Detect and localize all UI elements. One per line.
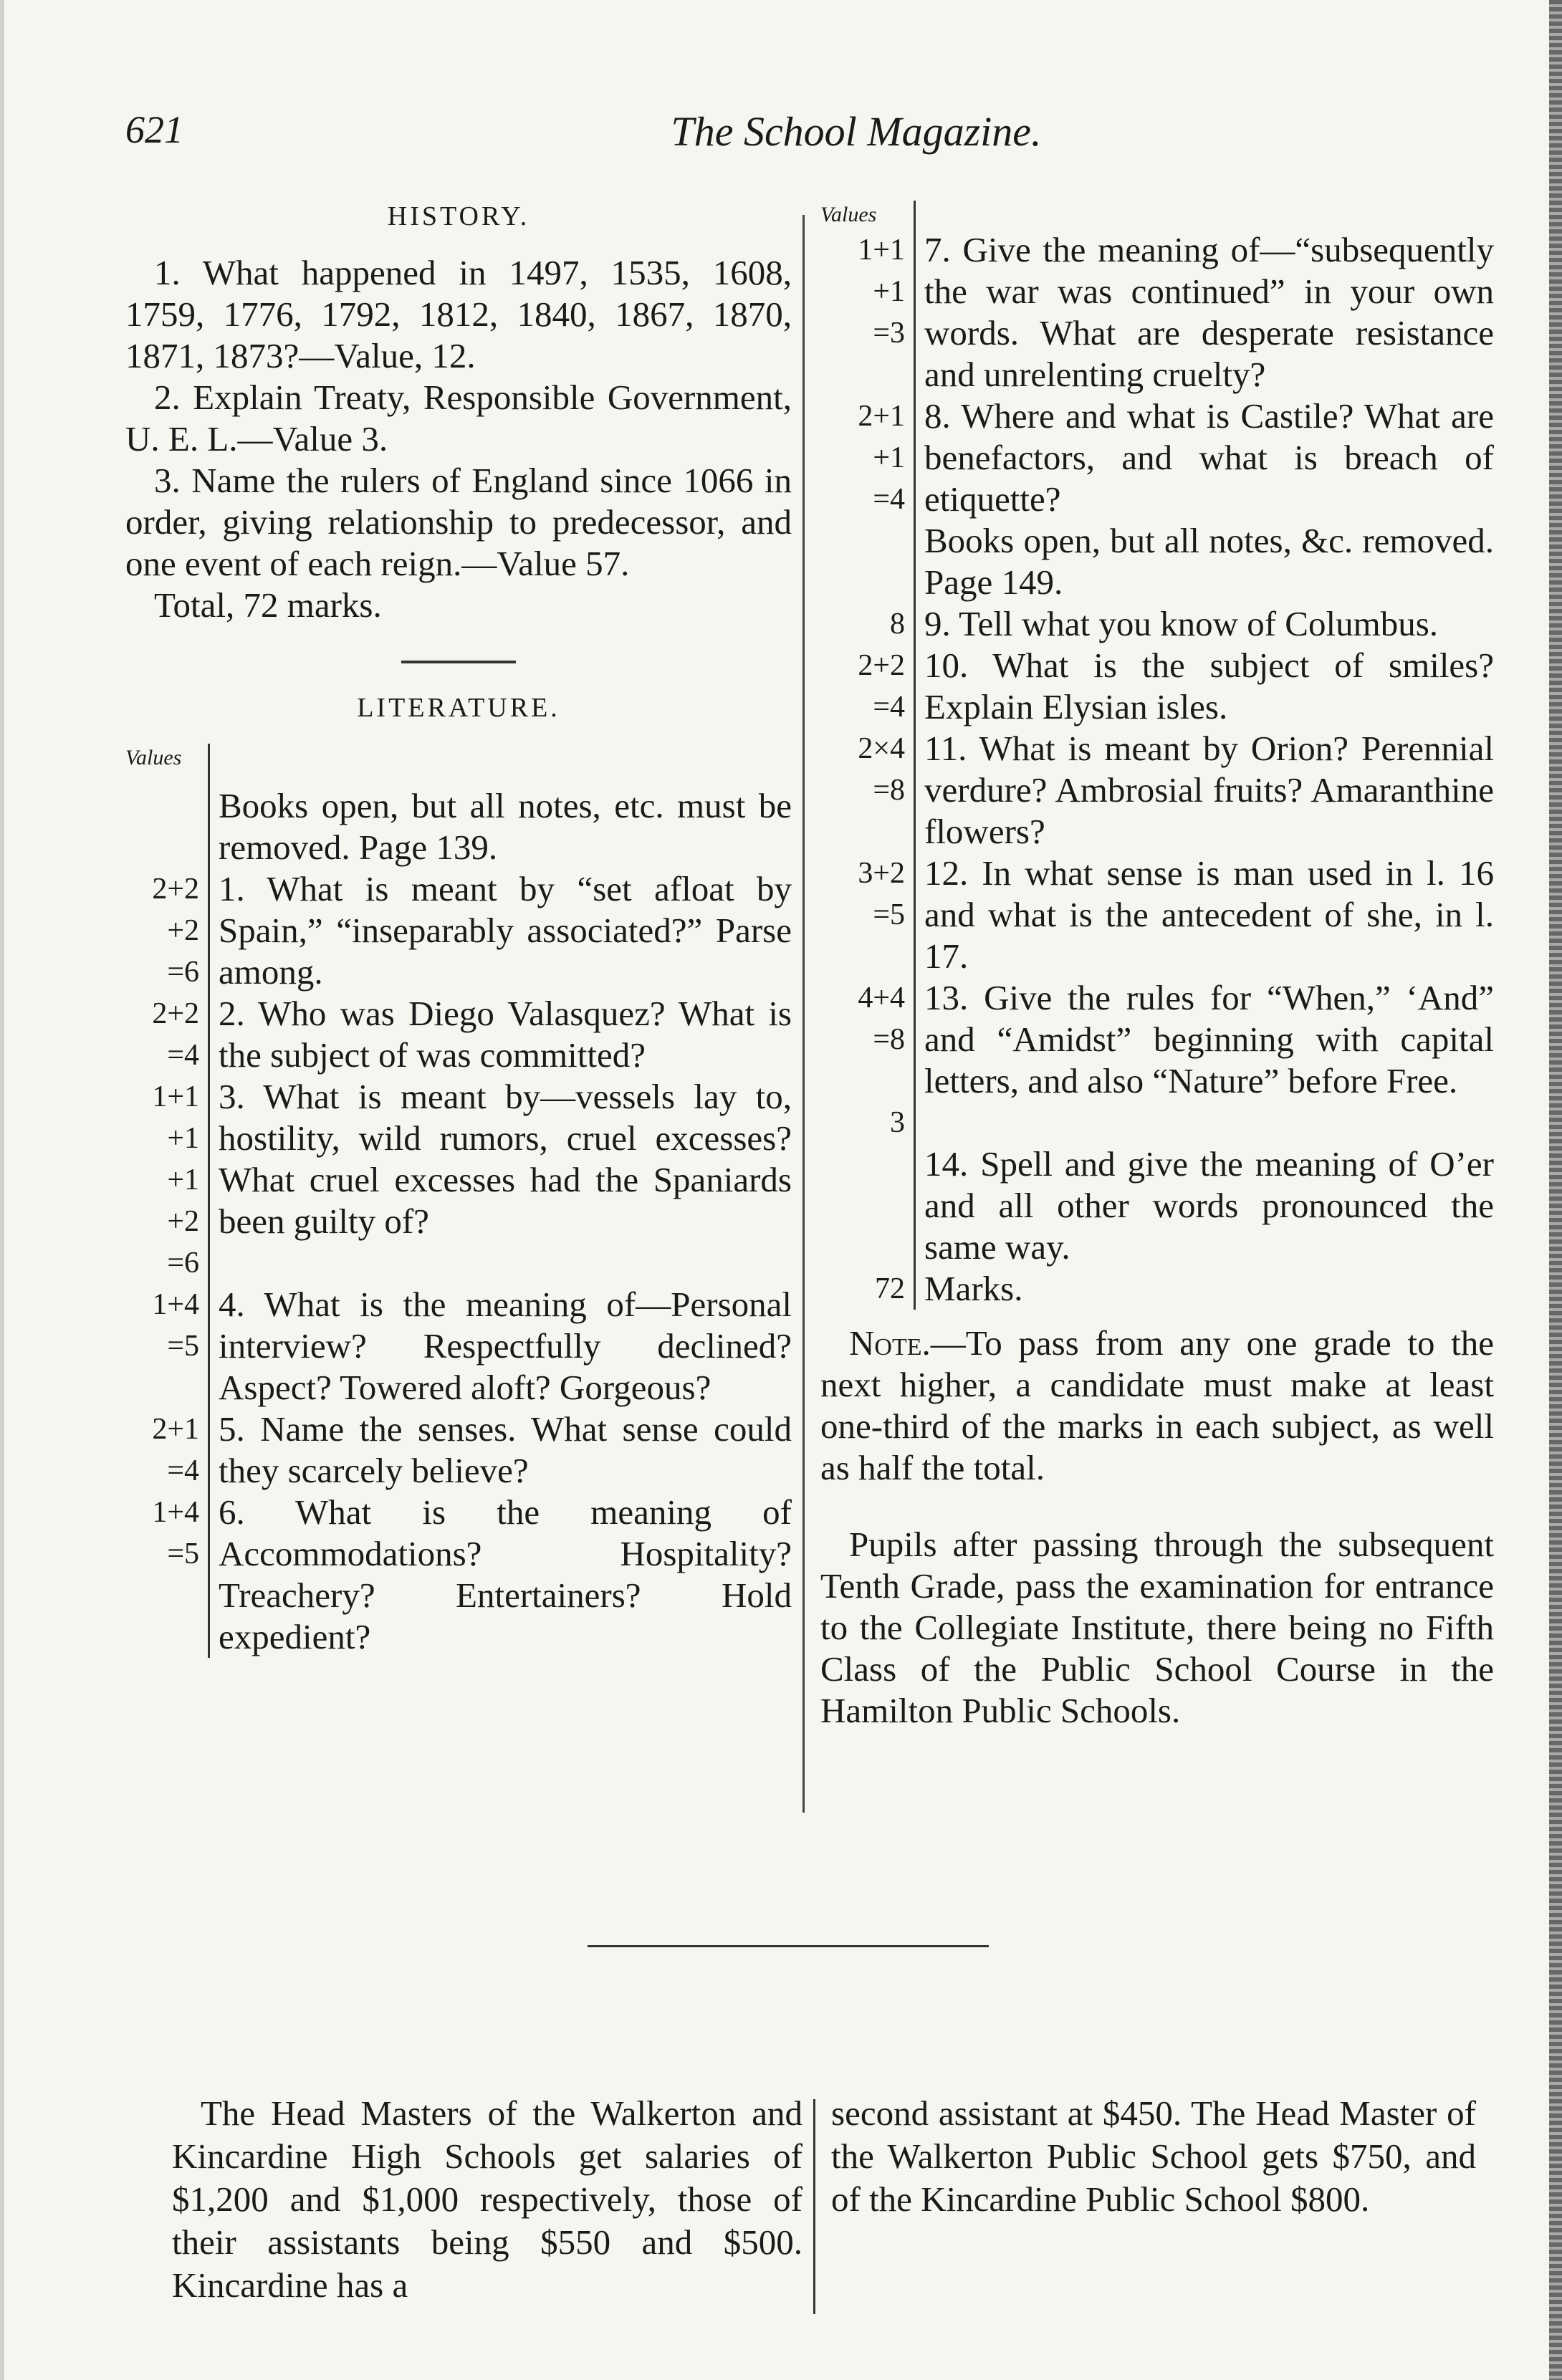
pupils-paragraph: Pupils after passing through the subsequent Tenth Grade, pass the examination for entrance to the Collegiate Institute, there being no Fifth Class of the Public School Course in the Hamilton Public Schools. <box>820 1525 1494 1730</box>
section-divider <box>401 661 516 663</box>
literature-question-1: 1. What is meant by “set afloat by Spain,” “inseparably associated?” Parse among. <box>208 868 792 993</box>
salaries-paragraph: The Head Masters of the Walkerton and Kincardine High Schools get salaries of $1,200 and $1,000 respectively, those of their assistants being $550 and $500. Kincardine has a <box>172 2093 802 2305</box>
literature-question-3: 3. What is meant by—vessels lay to, hostility, wild rumors, cruel excesses? What cruel excesses had the Spaniards been guilty of? <box>208 1076 792 1284</box>
values-column-label: Values <box>125 746 182 769</box>
values-cell: 1+1 +1 +1 +2 =6 <box>152 1080 199 1280</box>
literature-intro-spacer <box>208 744 792 785</box>
literature-question-6: 6. What is the meaning of Accommodations? Hospitality? Treachery? Entertainers? Hold expedient? <box>208 1492 792 1658</box>
values-column-label: Values <box>820 203 877 226</box>
history-total: Total, 72 marks. <box>154 585 382 625</box>
values-cell: 1+1 +1 =3 <box>858 234 905 350</box>
values-cell: 1+4 =5 <box>152 1496 199 1570</box>
salaries-paragraph-continued: second assistant at $450. The Head Master of the Walkerton Public School gets $750, and of the Kincardine Public School $800. <box>831 2093 1476 2219</box>
values-cell: 1+4 =5 <box>152 1288 199 1363</box>
note-text: —To pass from any one grade to the next higher, a candidate must make at least one-third of the marks in each subject, as well as half the total. <box>820 1323 1494 1487</box>
literature-question-11: 11. What is meant by Orion? Perennial verdure? Ambrosial fruits? Amaranthine flowers? <box>914 728 1494 853</box>
values-cell <box>125 785 208 868</box>
bottom-left-column <box>172 2092 802 2307</box>
values-cell: 8 <box>890 608 905 640</box>
literature-heading: LITERATURE. <box>357 693 560 723</box>
right-column <box>820 201 1494 1813</box>
history-question-2: 2. Explain Treaty, Responsible Government, U. E. L.—Value 3. <box>125 378 792 459</box>
column-divider <box>802 215 805 1813</box>
literature-question-10: 10. What is the subject of smiles? Explain Elysian isles. <box>914 645 1494 728</box>
literature-question-12: 12. In what sense is man used in l. 16 and what is the antecedent of she, in l. 17. <box>914 853 1494 977</box>
bottom-column-divider <box>813 2099 815 2314</box>
page-left-edge <box>0 0 4 2380</box>
values-cell: 3+2 =5 <box>858 857 905 931</box>
left-column <box>125 201 792 1813</box>
bottom-right-column <box>831 2092 1476 2221</box>
page-number: 621 <box>125 108 183 151</box>
literature-total: Marks. <box>914 1268 1494 1310</box>
page-header <box>125 107 1490 165</box>
literature-questions-continued <box>820 201 1494 1310</box>
history-question-1: 1. What happened in 1497, 1535, 1608, 1759, 1776, 1792, 1812, 1840, 1867, 1870, 1871, 1873?—Value, 12. <box>125 253 792 375</box>
note-label: Note. <box>849 1323 931 1363</box>
values-cell: 2+2 =4 <box>858 649 905 724</box>
running-title: The School Magazine. <box>671 108 1042 155</box>
literature-question-4: 4. What is the meaning of—Personal interview? Respectfully declined? Aspect? Towered aloft? Gorgeous? <box>208 1284 792 1409</box>
article-divider <box>588 1945 989 1947</box>
literature-question-2: 2. Who was Diego Valasquez? What is the subject of was committed? <box>208 993 792 1076</box>
literature-instructions: Books open, but all notes, &c. removed. Page 149. <box>914 520 1494 603</box>
values-cell: 2+2 =4 <box>152 997 199 1072</box>
literature-question-9: 9. Tell what you know of Columbus. <box>914 603 1494 645</box>
values-cell: 72 <box>875 1272 905 1305</box>
page-right-edge <box>1549 0 1562 2380</box>
values-cell <box>820 520 914 603</box>
history-question-3: 3. Name the rulers of England since 1066 in order, giving relationship to predecessor, and one event of each reign.—Value 57. <box>125 461 792 583</box>
literature-question-8: 8. Where and what is Castile? What are benefactors, and what is breach of etiquette? <box>914 395 1494 520</box>
values-cell <box>820 1143 914 1268</box>
grade-note <box>820 1323 1494 1489</box>
literature-question-7: 7. Give the meaning of—“subsequently the war was continued” in your own words. What are desperate resistance and unrelenting cruelty? <box>914 229 1494 395</box>
literature-intro: Books open, but all notes, etc. must be removed. Page 139. <box>208 785 792 868</box>
literature-question-14: 14. Spell and give the meaning of O’er and all other words pronounced the same way. <box>914 1143 1494 1268</box>
values-cell: 4+4 =8 3 <box>858 982 905 1139</box>
literature-questions <box>125 744 792 1658</box>
literature-question-5: 5. Name the senses. What sense could they scarcely believe? <box>208 1409 792 1492</box>
values-cell: 2+1 =4 <box>152 1413 199 1487</box>
values-cell: 2+1 +1 =4 <box>858 400 905 516</box>
values-cell: 2+2 +2 =6 <box>152 873 199 989</box>
values-cell: 2×4 =8 <box>858 732 905 807</box>
spacer <box>914 201 1494 229</box>
literature-question-13: 13. Give the rules for “When,” ‘And” and “Amidst” beginning with capital letters, and also “Nature” before Free. <box>914 977 1494 1143</box>
history-heading: HISTORY. <box>387 201 530 231</box>
